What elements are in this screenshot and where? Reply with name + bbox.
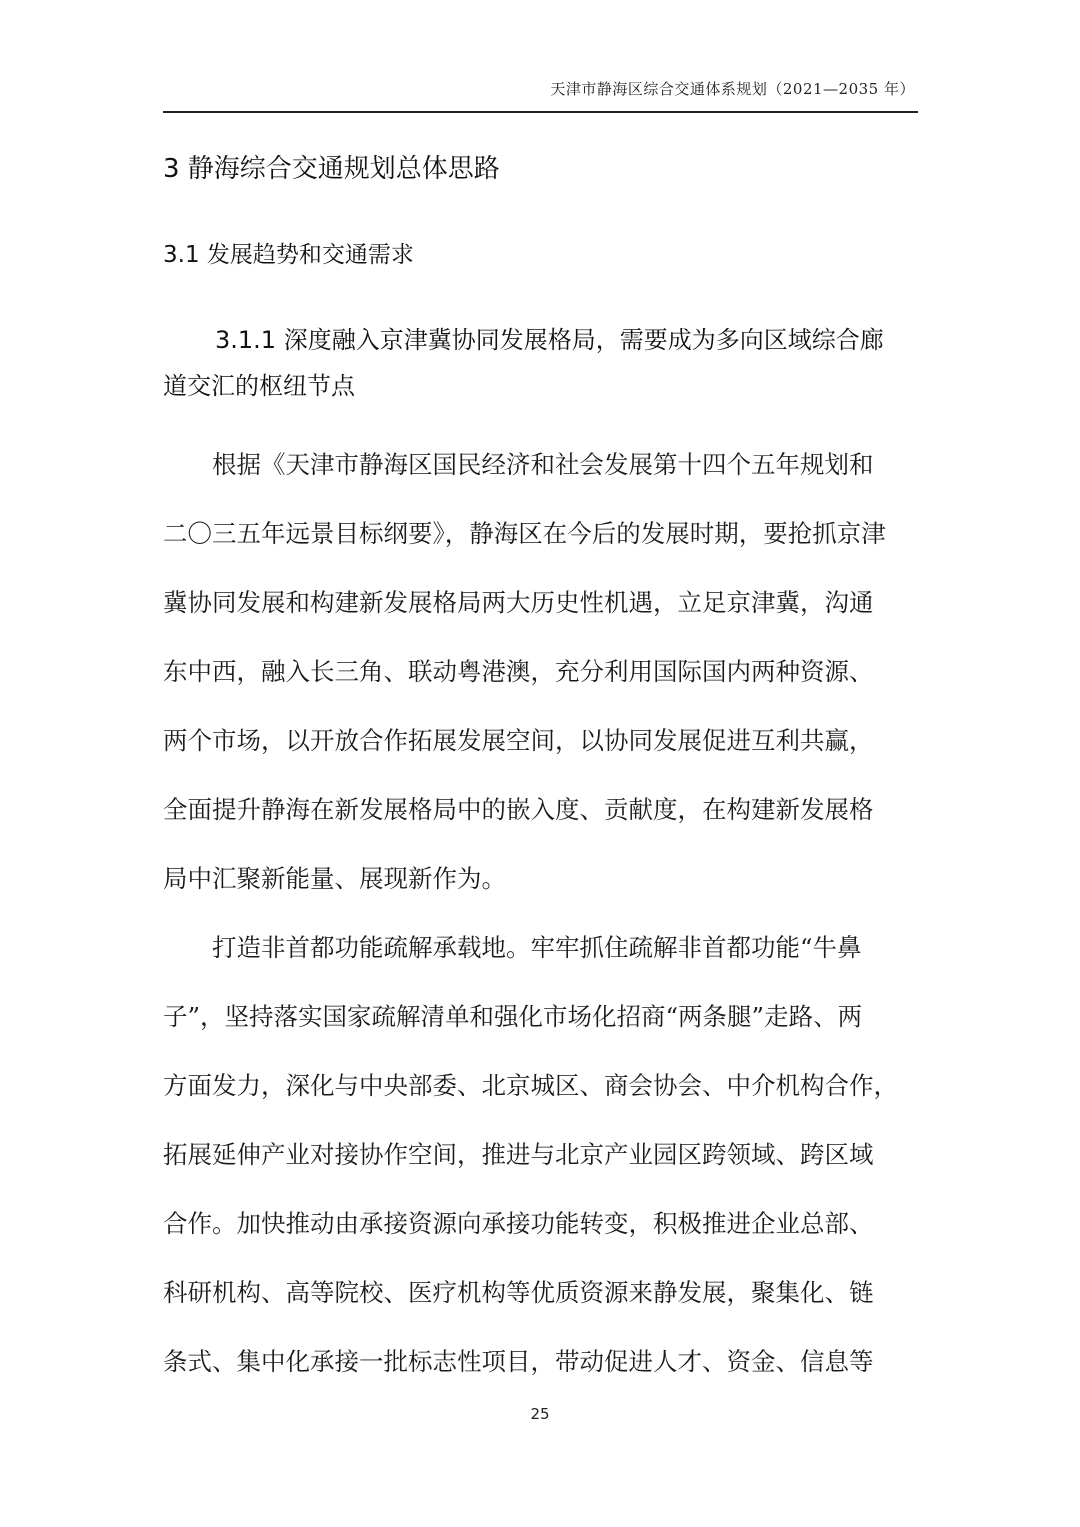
paragraph-2-line: 打造非首都功能疏解承载地。牢牢抓住疏解非首都功能“牛鼻 (212, 933, 862, 962)
paragraph-1-line: 全面提升静海在新发展格局中的嵌入度、贡献度，在构建新发展格 (163, 795, 874, 824)
paragraph-2-line: 合作。加快推动由承接资源向承接功能转变，积极推进企业总部、 (163, 1209, 874, 1238)
paragraph-1-line: 根据《天津市静海区国民经济和社会发展第十四个五年规划和 (212, 450, 874, 479)
paragraph-2-line: 条式、集中化承接一批标志性项目，带动促进人才、资金、信息等 (163, 1347, 874, 1376)
paragraph-1-line: 冀协同发展和构建新发展格局两大历史性机遇，立足京津冀，沟通 (163, 588, 874, 617)
paragraph-1-line: 局中汇聚新能量、展现新作为。 (163, 864, 506, 893)
section-heading: 3.1 发展趋势和交通需求 (163, 242, 414, 268)
paragraph-1-line: 二〇三五年远景目标纲要》，静海区在今后的发展时期，要抢抓京津 (163, 519, 886, 548)
paragraph-2-line: 科研机构、高等院校、医疗机构等优质资源来静发展，聚集化、链 (163, 1278, 874, 1307)
running-header: 天津市静海区综合交通体系规划（2021—2035 年） (550, 80, 915, 98)
paragraph-2-line: 拓展延伸产业对接协作空间，推进与北京产业园区跨领域、跨区域 (163, 1140, 874, 1169)
paragraph-1-line: 东中西，融入长三角、联动粤港澳，充分利用国际国内两种资源、 (163, 657, 874, 686)
subsection-heading (163, 317, 918, 409)
header-rule (163, 111, 918, 113)
paragraph-2-line: 方面发力，深化与中央部委、北京城区、商会协会、中介机构合作， (163, 1071, 898, 1100)
chapter-heading: 3 静海综合交通规划总体思路 (163, 154, 500, 184)
page-number: 25 (530, 1405, 550, 1423)
subsection-heading-line-2: 道交汇的枢纽节点 (163, 372, 355, 400)
subsection-heading-line-1: 3.1.1 深度融入京津冀协同发展格局，需要成为多向区域综合廊 (215, 326, 884, 354)
paragraph-2-line: 子”，坚持落实国家疏解清单和强化市场化招商“两条腿”走路、两 (163, 1002, 863, 1031)
paragraph-1-line: 两个市场，以开放合作拓展发展空间，以协同发展促进互利共赢， (163, 726, 874, 755)
